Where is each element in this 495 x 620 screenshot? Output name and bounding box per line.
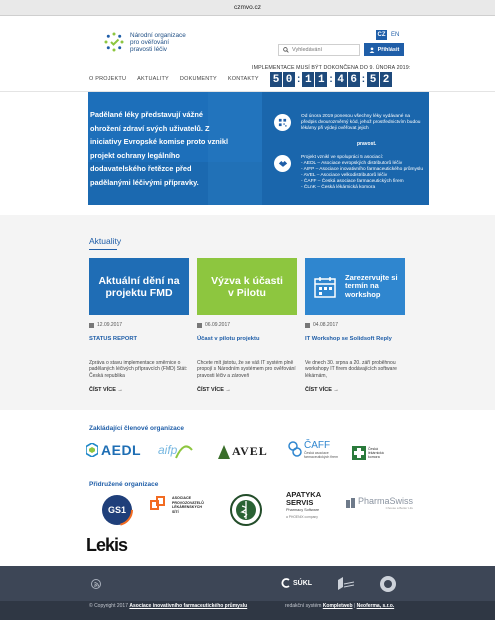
- clnk-logo-text: Česká lékárnická komora: [368, 447, 384, 459]
- news-card-date: [197, 322, 297, 328]
- news-card-body: Ve dnech 30. srpna a 20. září proběhnou workshopy IT firem dodávajících software lékárnám,: [305, 360, 397, 379]
- countdown-digit: 4: [335, 72, 347, 87]
- members-title: Zakládající členové organizace: [89, 425, 185, 432]
- apatyka-logo-sub2: a PHOENIX company: [286, 515, 318, 519]
- logo-line-2: pro ověřování: [130, 38, 170, 46]
- user-icon: [369, 47, 375, 53]
- nav-o-projektu[interactable]: O PROJEKTU: [89, 76, 127, 82]
- caff-logo-mark: [288, 441, 302, 459]
- footer-links-bar: [0, 566, 495, 601]
- member-logo-caff[interactable]: [288, 440, 344, 459]
- news-title: Aktuality: [89, 236, 122, 246]
- countdown-colon: :: [297, 74, 301, 85]
- partners-title: Přidružené organizace: [89, 481, 159, 488]
- news-card[interactable]: [89, 258, 189, 393]
- caff-logo-subtitle: Česká asociace farmaceutických firem: [304, 451, 339, 459]
- news-card-body: Chcete mít jistotu, že se váš IT systém plně propojí s Národním systémem pro ověřování pravosti léčiv a zároveň: [197, 360, 296, 379]
- countdown-colon: :: [329, 74, 333, 85]
- countdown-digit: 6: [348, 72, 360, 87]
- banner-associations: [301, 155, 429, 191]
- member-logo-avel[interactable]: [218, 444, 268, 459]
- countdown-colon: :: [361, 74, 366, 85]
- avel-logo-text: AVEL: [232, 444, 268, 458]
- calendar-icon: [305, 323, 310, 328]
- news-card-image-text: Zarezervujte si termín na workshop: [345, 272, 398, 299]
- news-card-heading[interactable]: STATUS REPORT: [89, 336, 138, 342]
- partner-logo-gs1[interactable]: [97, 494, 137, 526]
- news-card-date-text: 12.09.2017: [97, 322, 123, 328]
- news-card[interactable]: [197, 258, 297, 393]
- clnk-logo-mark: [352, 446, 366, 460]
- news-title-underline: [89, 249, 117, 250]
- partner-logo-apls[interactable]: [150, 496, 208, 514]
- banner-info-text: Od února 2019 ponesou všechny léky vydávané na předpis dvourozměrný kód, jehož prostřednictvím budou lékárny při výdeji ověřovat jejich: [301, 114, 421, 131]
- aifp-logo-mark: [174, 440, 194, 460]
- aedl-logo-text: AEDL: [101, 442, 142, 458]
- barcode-icon: [274, 114, 291, 131]
- read-more-link[interactable]: ČÍST VÍCE →: [305, 387, 339, 393]
- countdown-digit: 1: [302, 72, 314, 87]
- banner-word: pravost.: [357, 141, 377, 147]
- countdown-digit: 5: [367, 72, 379, 87]
- login-button[interactable]: [364, 43, 404, 56]
- footer-copyright: [89, 603, 259, 610]
- sukl-logo-text: SÚKL: [293, 579, 313, 587]
- language-switcher: [376, 30, 399, 40]
- ministry-logo-icon: [337, 576, 355, 592]
- rss-icon[interactable]: [91, 579, 101, 589]
- banner-text: Padělané léky představují vážné ohrožení zdraví svých uživatelů. Z iniciativy Evropské komise proto vznikl projekt ochrany legálního dodavatelského řetězce před padělanými léčivými přípravky.: [90, 110, 229, 187]
- countdown-digit: 5: [270, 72, 282, 87]
- calendar-icon: [197, 323, 202, 328]
- footer-system-credit: [285, 603, 394, 609]
- pharmaswiss-logo-text: PharmaSwiss: [358, 496, 414, 506]
- system-separator: |: [353, 603, 356, 609]
- news-card-date: [305, 322, 405, 328]
- nav-aktuality[interactable]: AKTUALITY: [137, 76, 169, 82]
- member-logo-aifp[interactable]: [158, 440, 194, 460]
- search-icon: [283, 47, 289, 53]
- news-card-heading[interactable]: IT Workshop se Solidsoft Reply: [305, 336, 392, 342]
- browser-address-bar[interactable]: [0, 0, 495, 16]
- pharmacy-emblem-icon: [230, 494, 262, 526]
- nav-dokumenty[interactable]: DOKUMENTY: [179, 76, 217, 82]
- member-logo-aedl[interactable]: [86, 442, 141, 458]
- pharmaswiss-logo-mark: [346, 498, 356, 508]
- gs1-logo-text: GS1: [108, 505, 127, 515]
- member-logo-clnk[interactable]: [352, 446, 392, 460]
- logo-line-3: pravosti léčiv: [130, 45, 167, 53]
- avel-logo-mark: [218, 445, 230, 459]
- news-card-image: Výzva k účasti v Pilotu: [197, 258, 297, 315]
- partner-logo-lekis[interactable]: [86, 535, 127, 556]
- aedl-logo-icon: [86, 443, 98, 457]
- caff-logo-text: ČAFF: [304, 440, 331, 451]
- lang-en[interactable]: EN: [391, 32, 400, 38]
- countdown-timer: [270, 72, 393, 87]
- news-card-date: [89, 322, 189, 328]
- site-logo[interactable]: [103, 31, 186, 53]
- calendar-icon: [89, 323, 94, 328]
- news-card-date-text: 04.08.2017: [313, 322, 339, 328]
- banner-info-panel: [262, 92, 429, 205]
- countdown-digit: 2: [380, 72, 392, 87]
- news-card-image: [305, 258, 405, 315]
- pharmaswiss-logo-sub: Choose a Better Life: [385, 506, 414, 510]
- partner-logo-pharmaswiss[interactable]: [346, 496, 413, 510]
- copyright-prefix: © Copyright 2017: [89, 603, 128, 609]
- browser-url: czmvo.cz: [233, 4, 262, 11]
- read-more-link[interactable]: ČÍST VÍCE →: [89, 387, 123, 393]
- nav-kontakty[interactable]: KONTAKTY: [227, 76, 259, 82]
- search-box: [278, 44, 360, 56]
- apatyka-logo-text: APATYKA SERVIS: [286, 490, 321, 507]
- association-line: - ČLnK – Česká lékárnická komora: [301, 185, 376, 190]
- login-label: Přihlásit: [377, 46, 400, 53]
- footer-logo-ministry[interactable]: [337, 576, 355, 594]
- calendar-large-icon: [313, 275, 337, 299]
- association-line: - AVEL – Asociace velkodistributorů léčiv: [301, 173, 388, 178]
- news-card-heading[interactable]: Účast v pilotu projektu: [197, 336, 260, 342]
- association-line: - AIFP – Asociace inovativního farmaceutického průmyslu: [301, 167, 424, 172]
- partner-logo-emblem[interactable]: [230, 494, 262, 526]
- partner-logo-apatyka[interactable]: [286, 491, 326, 519]
- logo-star-icon: [103, 31, 125, 53]
- countdown-label: IMPLEMENTACE MUSÍ BÝT DOKONČENA DO 9. ÚNORA 2019:: [252, 65, 411, 71]
- banner-info-item: [274, 155, 429, 191]
- news-card-image: Aktuální dění na projektu FMD: [89, 258, 189, 315]
- apatyka-logo-sub: Pharmacy Software: [286, 508, 320, 512]
- news-card-date-text: 06.09.2017: [205, 322, 231, 328]
- site-header: [0, 16, 495, 92]
- apls-logo-text: ASOCIACE PROVOZOVATELŮ LÉKÁRENSKÝCH SÍTÍ: [172, 496, 204, 514]
- news-card[interactable]: [305, 258, 405, 393]
- associations-title: Projekt vznikl ve spolupráci 5 asociací:: [301, 155, 384, 160]
- hero-banner: [88, 92, 429, 205]
- footer-logo-emblem[interactable]: [380, 576, 396, 592]
- system-vendor-link[interactable]: Neoferma, s.r.o.: [356, 603, 395, 609]
- system-prefix: redakční systém: [285, 603, 322, 609]
- main-nav: [89, 76, 270, 82]
- aifp-logo-text: aifp: [158, 443, 178, 457]
- system-name-link[interactable]: Kompletweb: [322, 603, 353, 609]
- apls-logo-mark: [150, 496, 168, 514]
- logo-line-1: Národní organizace: [130, 31, 186, 39]
- read-more-link[interactable]: ČÍST VÍCE →: [197, 387, 231, 393]
- footer-logo-sukl[interactable]: [281, 578, 312, 588]
- lang-cz[interactable]: CZ: [377, 32, 386, 38]
- sukl-logo-icon: [281, 578, 291, 588]
- lekis-logo-text: Lekis: [86, 535, 128, 555]
- search-input[interactable]: [292, 47, 358, 53]
- footer-copyright-bar: [0, 601, 495, 620]
- association-line: - AEDL – Asociace evropských distributorů léčiv: [301, 161, 403, 166]
- association-line: - ČAFF – Česká asociace farmaceutických firem: [301, 179, 404, 184]
- copyright-org-link[interactable]: Asociace inovativního farmaceutického průmyslu: [129, 603, 248, 609]
- countdown-digit: 1: [315, 72, 327, 87]
- countdown-digit: 0: [283, 72, 295, 87]
- news-card-body: Zpráva o stavu implementace směrnice o padělaných léčivých přípravcích (FMD) Stát: Česká republika: [89, 360, 188, 379]
- banner-info-item: [274, 114, 421, 132]
- handshake-icon: [274, 155, 291, 172]
